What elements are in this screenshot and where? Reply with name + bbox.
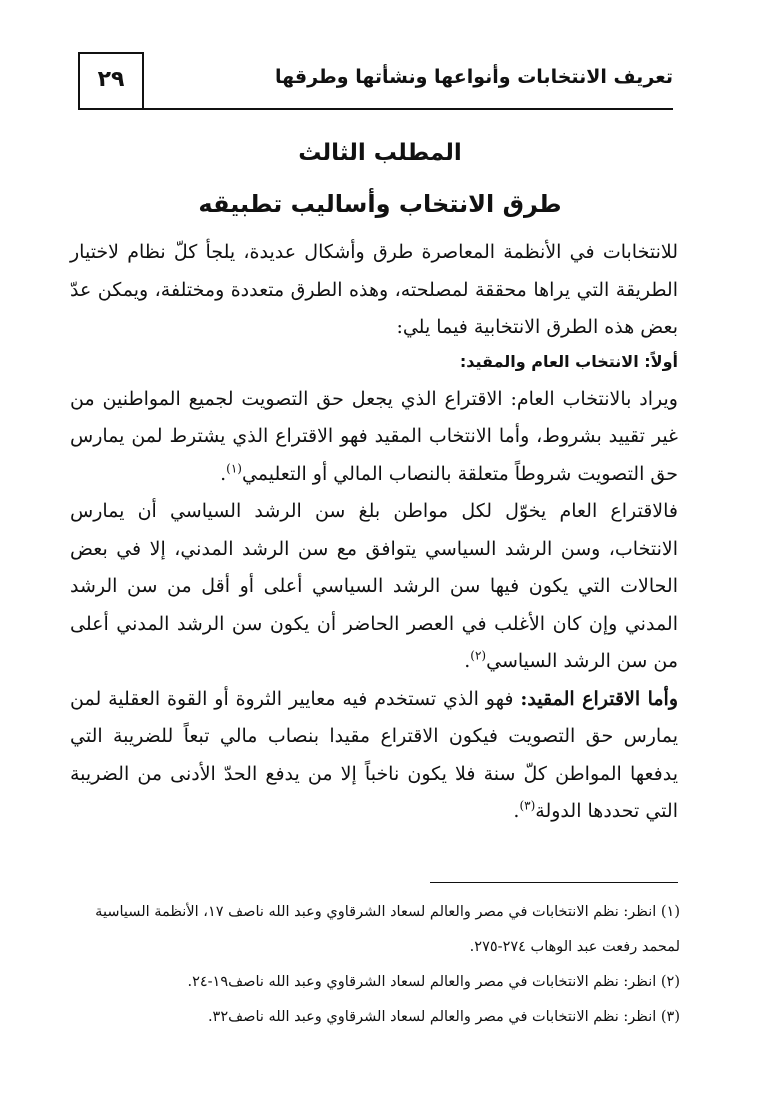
running-title: تعريف الانتخابات وأنواعها ونشأتها وطرقها xyxy=(274,66,673,88)
intro-paragraph: للانتخابات في الأنظمة المعاصرة طرق وأشكال عديدة، يلجأ كلّ نظام لاختيار الطريقة التي يراها محققة لمصلحته، وهذه الطرق متعددة ومختلفة، ويمكن عدّ بعض هذه الطرق الانتخابية فيما يلي: xyxy=(70,241,678,338)
subheading: أولاً: الانتخاب العام والمقيد: xyxy=(459,351,678,371)
paragraph-text: فالاقتراع العام يخوّل لكل مواطن بلغ سن الرشد السياسي أن يمارس الانتخاب، وسن الرشد السياسي يتوافق مع سن الرشد المدني، إلا في بعض الحالات التي يكون فيها سن الرشد السياسي أعلى أو أقل من سن الرشد المدني وإن كان الأغلب في العصر الحاضر أن يكون سن الرشد المدني أعلى من سن الرشد السياسي xyxy=(70,500,678,672)
footnote: (٢) انظر: نظم الانتخابات في مصر والعالم لسعاد الشرقاوي وعبد الله ناصف١٩-٢٤. xyxy=(187,974,680,990)
paragraph xyxy=(70,493,678,681)
chapter-heading: المطلب الثالث xyxy=(298,140,462,166)
footnote: (٣) انظر: نظم الانتخابات في مصر والعالم لسعاد الشرقاوي وعبد الله ناصف٣٢. xyxy=(207,1009,680,1025)
paragraph-text: فهو الذي تستخدم فيه معايير الثروة أو القوة العقلية لمن يمارس حق التصويت فيكون الاقتراع مقيدا بنصاب مالي تبعاً للضريبة التي يدفعها المواطن كلّ سنة فلا يكون ناخباً إلا من يدفع الحدّ الأدنى من الضريبة التي تحددها الدولة xyxy=(70,687,678,822)
paragraph-end: . xyxy=(220,462,227,485)
footnotes xyxy=(76,895,680,1035)
paragraph xyxy=(70,681,678,831)
section-title: طرق الانتخاب وأساليب تطبيقه xyxy=(198,190,562,218)
paragraph-text: ويراد بالانتخاب العام: الاقتراع الذي يجعل حق التصويت لجميع المواطنين من غير تقييد بشروط، وأما الانتخاب المقيد فهو الاقتراع الذي يشترط لمن يمارس حق التصويت شروطاً متعلقة بالنصاب المالي أو التعليمي xyxy=(70,387,678,485)
paragraph-lead: وأما الاقتراع المقيد: xyxy=(520,687,678,710)
paragraph-end: . xyxy=(464,650,471,672)
footnote-rule xyxy=(430,882,678,883)
header-rule xyxy=(78,108,673,110)
footnote-ref[interactable]: (١) xyxy=(226,461,242,476)
paragraph xyxy=(70,381,678,494)
footnote: (١) انظر: نظم الانتخابات في مصر والعالم لسعاد الشرقاوي وعبد الله ناصف ١٧، الأنظمة السياسية لمحمد رفعت عبد الوهاب ٢٧٤-٢٧٥. xyxy=(95,904,680,955)
footnote-ref[interactable]: (٣) xyxy=(519,798,536,813)
running-header xyxy=(78,52,673,110)
body-text xyxy=(70,234,678,831)
page-number: ٢٩ xyxy=(78,52,144,110)
footnote-ref[interactable]: (٢) xyxy=(470,648,487,663)
paragraph-end: . xyxy=(513,800,520,822)
